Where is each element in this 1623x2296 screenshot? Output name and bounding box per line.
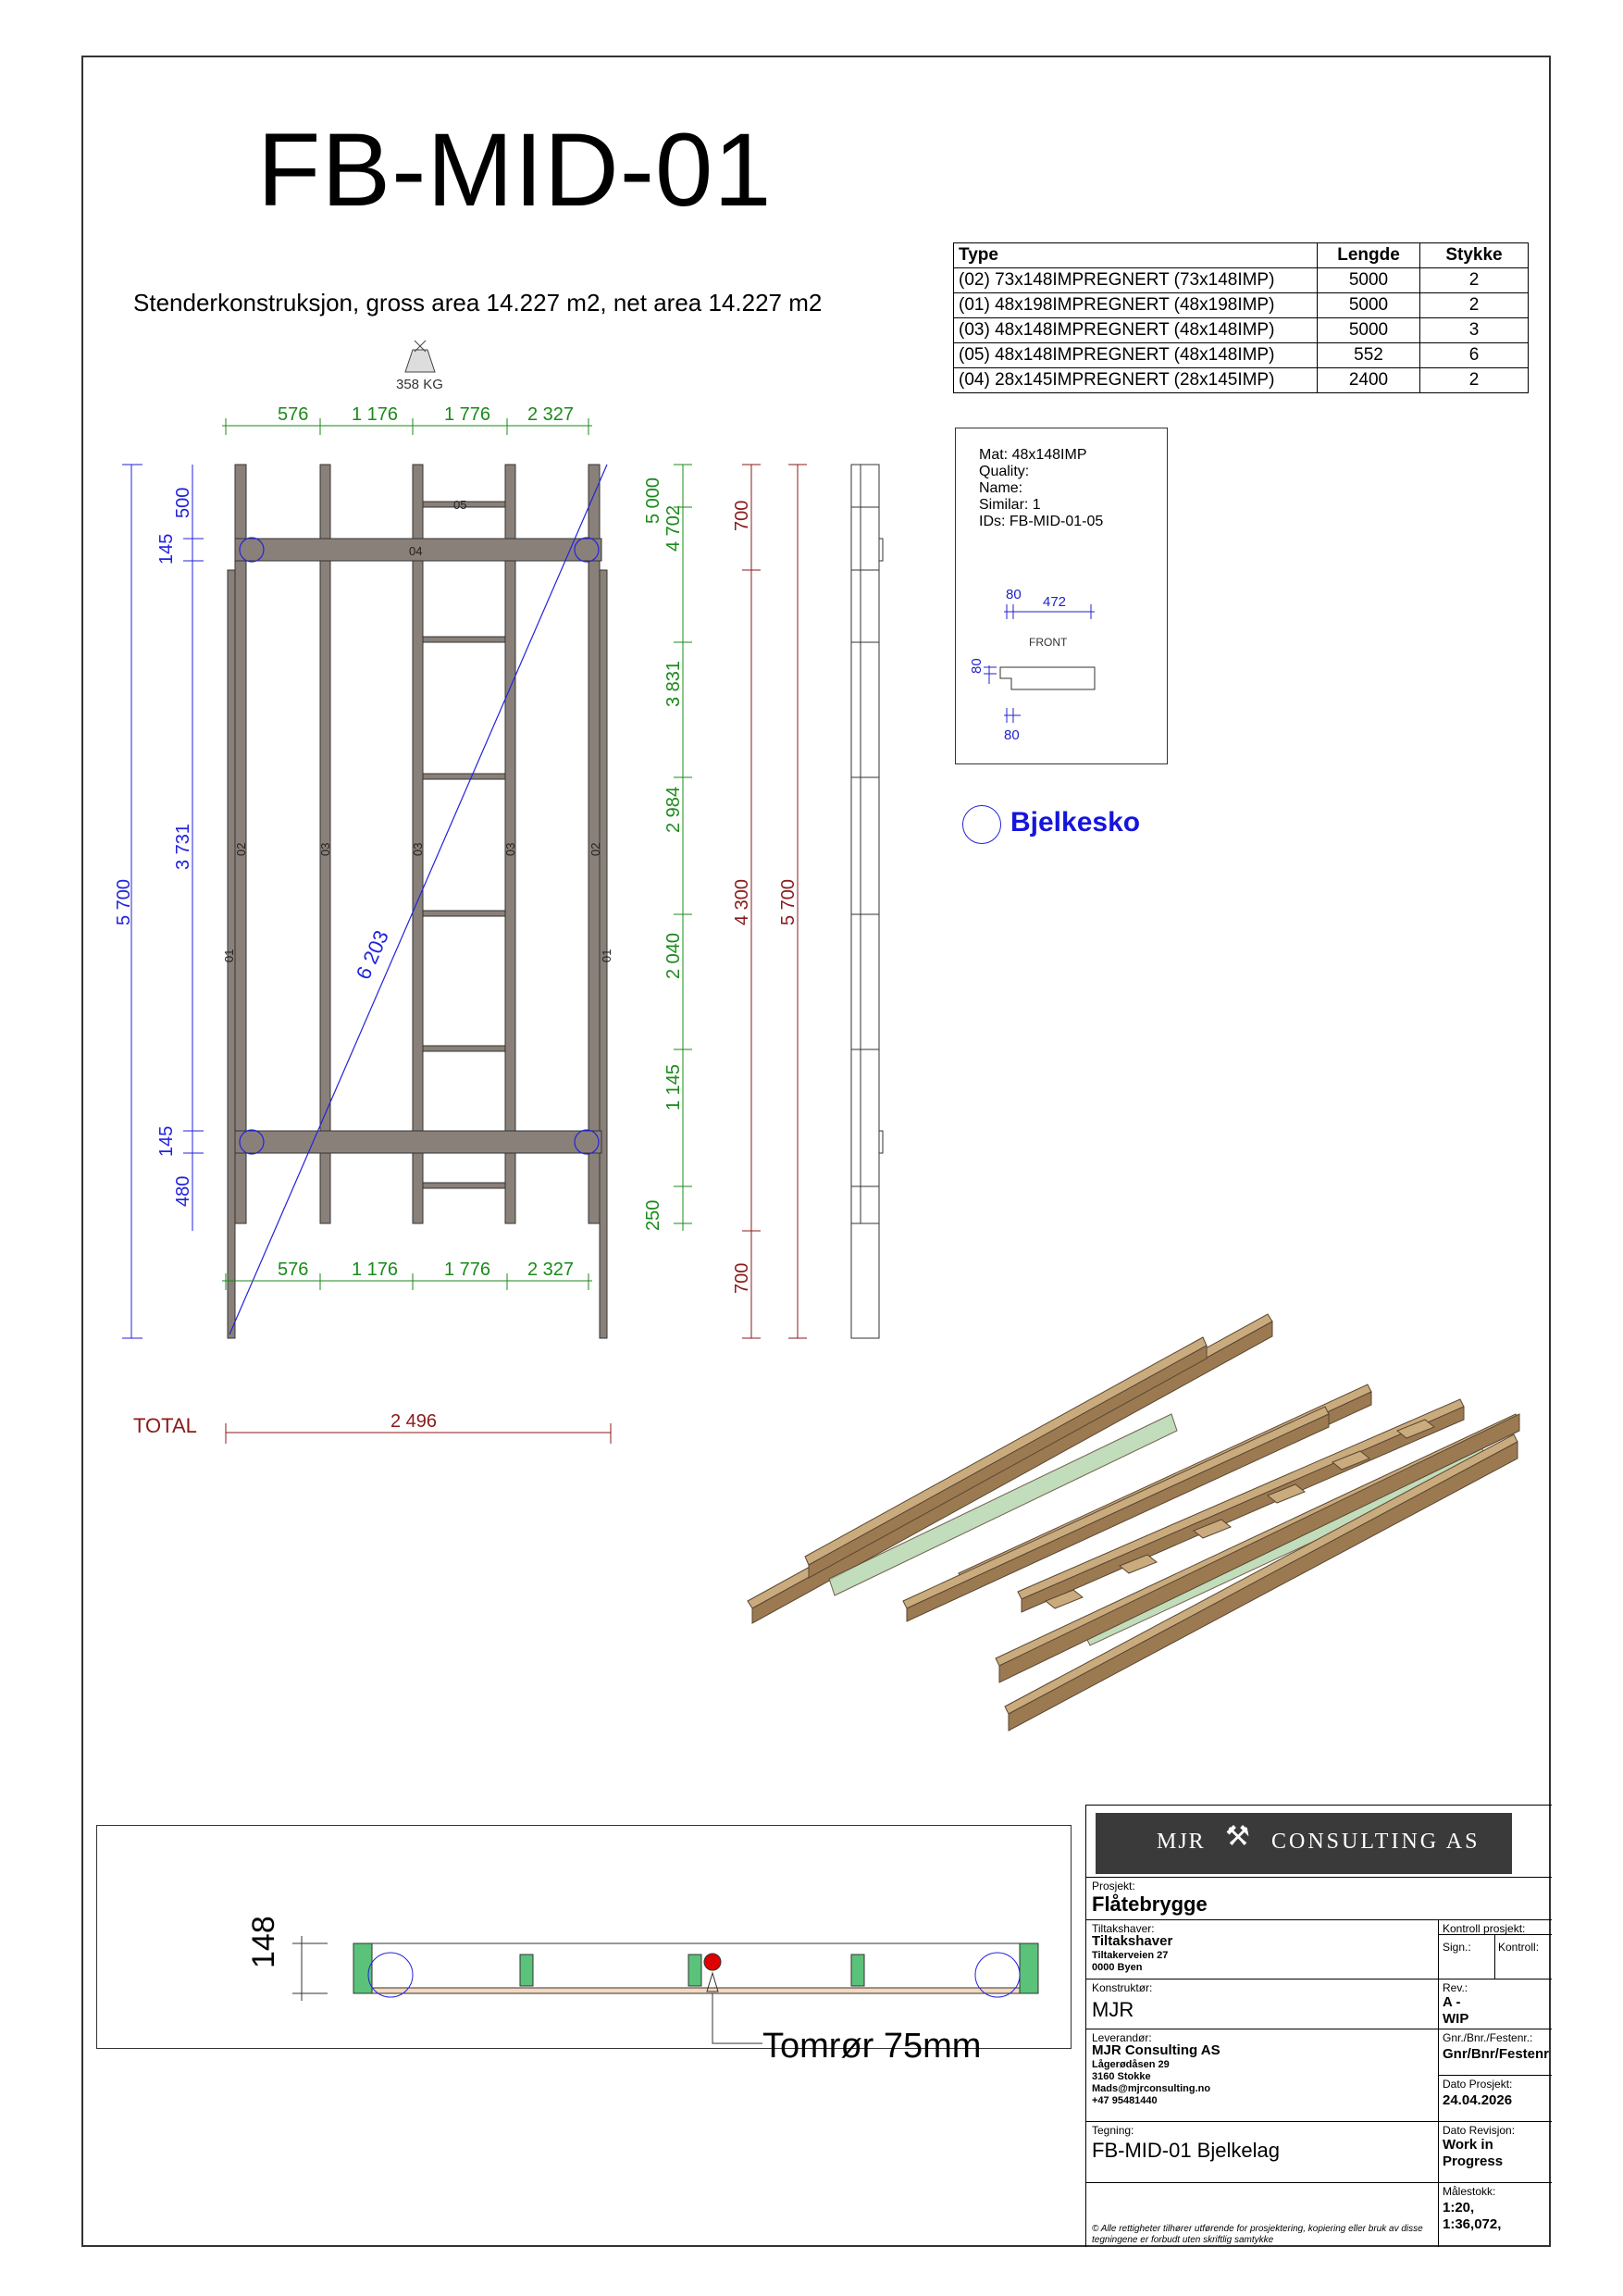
left-dim-5700: 5 700 bbox=[114, 878, 134, 925]
diagonal-dim: 6 203 bbox=[351, 926, 393, 984]
red-dim-5700: 5 700 bbox=[778, 878, 799, 925]
prosjekt-value: Flåtebrygge bbox=[1092, 1893, 1208, 1916]
left-dim-145-bottom: 145 bbox=[156, 1125, 177, 1157]
konstruktor-label: Konstruktør: bbox=[1092, 1981, 1153, 1994]
detail-dim-80-c: 80 bbox=[1004, 727, 1020, 743]
header-lengde: Lengde bbox=[1318, 243, 1420, 268]
konstruktor-cell bbox=[1086, 1979, 1438, 2029]
leverandor-value: MJR Consulting AS bbox=[1092, 2042, 1220, 2058]
prosjekt-cell bbox=[1086, 1877, 1552, 1919]
tiltakshaver-label: Tiltakshaver: bbox=[1092, 1922, 1155, 1935]
top-dim-3: 1 776 bbox=[444, 404, 491, 425]
malestokk-label: Målestokk: bbox=[1443, 2185, 1496, 2198]
header-type: Type bbox=[954, 243, 1318, 268]
detail-similar: Similar: 1 bbox=[979, 497, 1041, 513]
header-stykke: Stykke bbox=[1420, 243, 1529, 268]
kontroll-prosjekt-label: Kontroll prosjekt: bbox=[1443, 1922, 1526, 1935]
leverandor-cell bbox=[1086, 2029, 1438, 2121]
prosjekt-label: Prosjekt: bbox=[1092, 1880, 1135, 1893]
detail-name: Name: bbox=[979, 480, 1023, 496]
tag-03: 03 bbox=[318, 842, 332, 856]
top-dim-1: 576 bbox=[278, 404, 309, 425]
red-dim-700-bottom: 700 bbox=[732, 1262, 752, 1294]
dato-prosjekt-label: Dato Prosjekt: bbox=[1443, 2078, 1513, 2091]
detail-front: FRONT bbox=[1029, 636, 1068, 649]
leverandor-phone: +47 95481440 bbox=[1092, 2095, 1158, 2106]
total-label: TOTAL bbox=[133, 1414, 197, 1437]
cell-lengde: 552 bbox=[1318, 343, 1420, 368]
pipe-label: Tomrør 75mm bbox=[762, 2027, 982, 2066]
right-dim-3831: 3 831 bbox=[663, 660, 684, 707]
isometric-view bbox=[731, 1296, 1545, 1758]
tegning-value: FB-MID-01 Bjelkelag bbox=[1092, 2139, 1280, 2162]
gnr-label: Gnr./Bnr./Festenr.: bbox=[1443, 2031, 1533, 2044]
gnr-value: Gnr/Bnr/Festenr bbox=[1443, 2046, 1550, 2062]
cell-lengde: 5000 bbox=[1318, 268, 1420, 293]
tag-04: 04 bbox=[409, 544, 423, 558]
cell-stykke: 2 bbox=[1420, 268, 1529, 293]
member-05 bbox=[423, 911, 505, 916]
left-dim-3731: 3 731 bbox=[173, 823, 193, 870]
rev-status: WIP bbox=[1443, 2011, 1469, 2027]
tag-01: 01 bbox=[222, 949, 236, 962]
cell-type: (01) 48x198IMPREGNERT (48x198IMP) bbox=[954, 293, 1318, 318]
cell-type: (03) 48x148IMPREGNERT (48x148IMP) bbox=[954, 318, 1318, 343]
leverandor-address-1: Lågerødåsen 29 bbox=[1092, 2059, 1170, 2070]
cell-lengde: 5000 bbox=[1318, 293, 1420, 318]
logo-cell bbox=[1086, 1805, 1552, 1877]
copyright-cell bbox=[1086, 2182, 1438, 2247]
tag-01: 01 bbox=[600, 949, 613, 962]
detail-mat: Mat: 48x148IMP bbox=[979, 447, 1087, 463]
detail-dim-472: 472 bbox=[1043, 594, 1067, 610]
dato-revisjon-label: Dato Revisjon: bbox=[1443, 2124, 1516, 2137]
leverandor-address-2: 3160 Stokke bbox=[1092, 2071, 1151, 2082]
malestokk-cell bbox=[1438, 2182, 1552, 2247]
member-04-bottom bbox=[235, 1131, 601, 1153]
logo-right-text: CONSULTING AS bbox=[1271, 1830, 1481, 1854]
leverandor-label: Leverandør: bbox=[1092, 2031, 1152, 2044]
gnr-cell bbox=[1438, 2029, 1552, 2075]
dato-prosjekt-value: 24.04.2026 bbox=[1443, 2092, 1513, 2108]
dato-revisjon-cell bbox=[1438, 2121, 1552, 2182]
sheet-title: FB-MID-01 bbox=[257, 112, 773, 228]
right-green-dimension-line bbox=[674, 465, 692, 1231]
cell-stykke: 2 bbox=[1420, 293, 1529, 318]
left-dim-500: 500 bbox=[173, 487, 193, 518]
title-block bbox=[1085, 1805, 1552, 2247]
rev-cell bbox=[1438, 1979, 1552, 2029]
cell-type: (04) 28x145IMPREGNERT (28x145IMP) bbox=[954, 368, 1318, 393]
right-dim-5000: 5 000 bbox=[643, 477, 663, 524]
detail-ids: IDs: FB-MID-01-05 bbox=[979, 514, 1104, 529]
right-dim-250: 250 bbox=[643, 1199, 663, 1231]
bottom-dim-1: 576 bbox=[278, 1260, 309, 1280]
dato-prosjekt-cell bbox=[1438, 2075, 1552, 2121]
right-dim-2040: 2 040 bbox=[663, 932, 684, 979]
red-dim-4300: 4 300 bbox=[732, 878, 752, 925]
tag-02: 02 bbox=[588, 842, 602, 856]
total-value: 2 496 bbox=[390, 1411, 438, 1432]
tag-03: 03 bbox=[411, 842, 425, 856]
tiltakshaver-address-1: Tiltakerveien 27 bbox=[1092, 1950, 1169, 1961]
top-dim-4: 2 327 bbox=[527, 404, 575, 425]
bottom-dim-2: 1 176 bbox=[352, 1260, 399, 1280]
copyright-text: © Alle rettigheter tilhører utførende for prosjektering, kopiering eller bruk av disse tegningene er forbudt uten skriftlig samtykke bbox=[1092, 2224, 1423, 2245]
sign-label: Sign.: bbox=[1443, 1941, 1471, 1954]
tegning-label: Tegning: bbox=[1092, 2124, 1134, 2137]
cell-type: (05) 48x148IMPREGNERT (48x148IMP) bbox=[954, 343, 1318, 368]
section-height-label: 148 bbox=[246, 1916, 281, 1968]
tag-05: 05 bbox=[453, 498, 467, 512]
cell-stykke: 3 bbox=[1420, 318, 1529, 343]
left-dim-145-top: 145 bbox=[156, 533, 177, 565]
detail-dim-80-b: 80 bbox=[969, 658, 985, 674]
detail-dim-80-a: 80 bbox=[1006, 587, 1022, 602]
rev-label: Rev.: bbox=[1443, 1981, 1468, 1994]
crane-icon: ⚒ bbox=[1225, 1821, 1250, 1852]
tiltakshaver-value: Tiltakshaver bbox=[1092, 1933, 1173, 1949]
sheet-subtitle: Stenderkonstruksjon, gross area 14.227 m2, net area 14.227 m2 bbox=[133, 289, 823, 316]
pipe-marker bbox=[704, 1954, 721, 1970]
section-view bbox=[96, 1825, 1070, 2047]
tag-02: 02 bbox=[234, 842, 248, 856]
legend-label: Bjelkesko bbox=[1010, 807, 1141, 838]
weight-label: 358 KG bbox=[396, 377, 443, 392]
bottom-dim-4: 2 327 bbox=[527, 1260, 575, 1280]
cell-lengde: 2400 bbox=[1318, 368, 1420, 393]
bottom-dim-3: 1 776 bbox=[444, 1260, 491, 1280]
kontroll-label: Kontroll: bbox=[1498, 1941, 1540, 1954]
tag-03: 03 bbox=[503, 842, 517, 856]
leverandor-email: Mads@mjrconsulting.no bbox=[1092, 2083, 1211, 2094]
company-logo bbox=[1096, 1813, 1512, 1874]
logo-left-text: MJR bbox=[1157, 1830, 1206, 1854]
right-dim-4702: 4 702 bbox=[663, 504, 684, 552]
red-dim-700-top: 700 bbox=[732, 500, 752, 531]
top-dim-2: 1 176 bbox=[352, 404, 399, 425]
malestokk-value-2: 1:36,072, bbox=[1443, 2216, 1502, 2232]
konstruktor-value: MJR bbox=[1092, 1998, 1134, 2021]
tiltakshaver-cell bbox=[1086, 1919, 1438, 1979]
member-05 bbox=[423, 774, 505, 779]
cell-stykke: 2 bbox=[1420, 368, 1529, 393]
malestokk-value: 1:20, bbox=[1443, 2200, 1475, 2215]
side-elevation bbox=[851, 465, 883, 1338]
cell-lengde: 5000 bbox=[1318, 318, 1420, 343]
detail-quality: Quality: bbox=[979, 464, 1030, 479]
member-05 bbox=[423, 637, 505, 642]
member-05 bbox=[423, 1046, 505, 1051]
dato-revisjon-value: Work in Progress bbox=[1443, 2137, 1504, 2169]
rev-value: A - bbox=[1443, 1994, 1461, 2010]
cell-type: (02) 73x148IMPREGNERT (73x148IMP) bbox=[954, 268, 1318, 293]
cell-stykke: 6 bbox=[1420, 343, 1529, 368]
right-dim-2984: 2 984 bbox=[663, 786, 684, 833]
tiltakshaver-address-2: 0000 Byen bbox=[1092, 1962, 1143, 1973]
kontroll-prosjekt-cell bbox=[1438, 1919, 1552, 1979]
right-dim-1145: 1 145 bbox=[663, 1063, 684, 1111]
tegning-cell bbox=[1086, 2121, 1438, 2182]
weight-symbol bbox=[396, 341, 443, 392]
left-dim-480: 480 bbox=[173, 1175, 193, 1207]
member-05 bbox=[423, 1183, 505, 1188]
